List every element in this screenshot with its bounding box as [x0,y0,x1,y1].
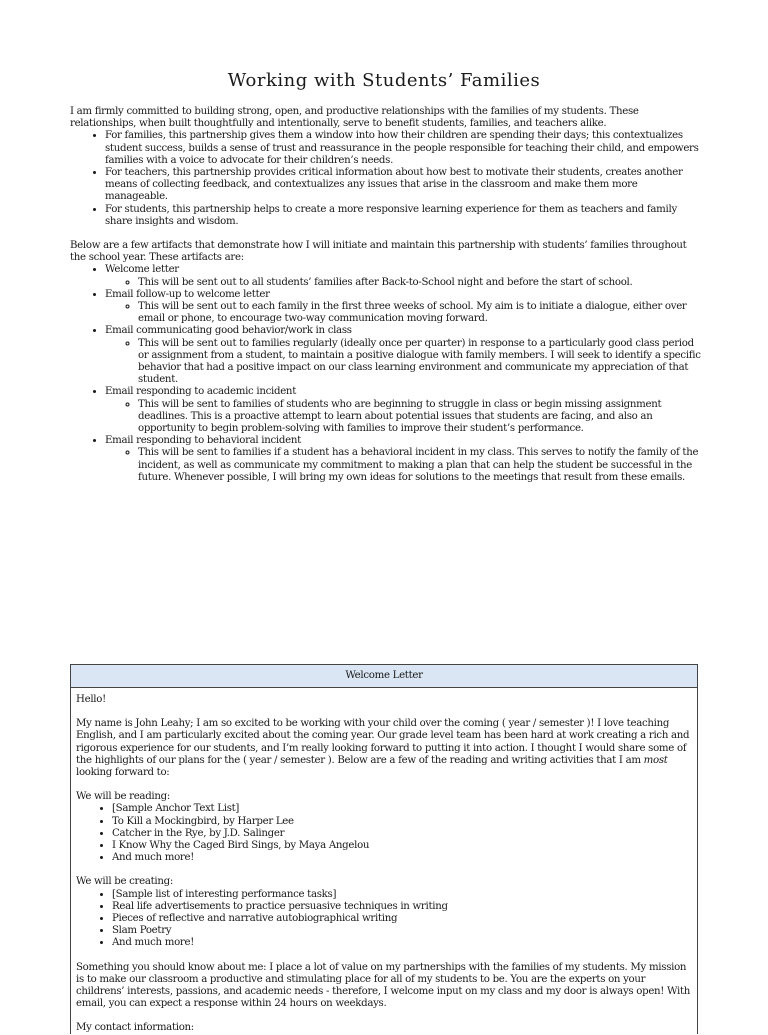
artifact-item [105,386,702,435]
list-item: • For teachers, this partnership provides critical information about how best to motivate their students, creates another means of collecting feedback, and contextualizes any issues that arise in the classroom and make them more manageable. [105,167,702,204]
artifact-item [105,325,702,386]
reading-list [76,803,692,864]
artifact-detail: ◦ This will be sent out to all students’ families after Back-to-School night and before the start of school. [138,277,702,289]
artifact-detail: ◦ This will be sent to families if a student has a behavioral incident in my class. This serves to notify the family of the incident, as well as communicate my commitment to making a plan that can help the student be successful in the future. Whenever possible, I will bring my own ideas for solutions to the meetings that result from these emails. [138,447,702,484]
list-item: • Catcher in the Rye, by J.D. Salinger [112,828,692,840]
reading-heading: We will be reading: [76,791,170,803]
list-item: • And much more! [112,937,692,949]
artifact-label: Email communicating good behavior/work in class [105,325,352,337]
list-item: • For students, this partnership helps to create a more responsive learning experience for them as teachers and family share insights and wisdom. [105,204,702,228]
list-item: • Real life advertisements to practice persuasive techniques in writing [112,901,692,913]
letter-greeting: Hello! [76,694,106,705]
artifact-label: Welcome letter [105,264,179,276]
letter-intro-paragraph [76,718,692,779]
artifact-detail: ◦ This will be sent out to each family in the first three weeks of school. My aim is to initiate a dialogue, either over email or phone, to encourage two-way communication moving forward. [138,301,702,325]
artifact-label: Email follow-up to welcome letter [105,288,270,300]
contact-heading: My contact information: [76,1022,194,1034]
welcome-letter-table [70,664,698,1034]
list-item: • For families, this partnership gives them a window into how their children are spending their days; this contextualizes student success, builds a sense of trust and reassurance in the people responsible for teaching their child, and empowers families with a voice to advocate for their children’s needs. [105,130,702,167]
welcome-letter-body [71,688,697,1035]
list-item: • Pieces of reflective and narrative autobiographical writing [112,913,692,925]
list-item: • Slam Poetry [112,925,692,937]
artifact-item [105,435,702,484]
letter-intro-text: My name is John Leahy; I am so excited to be working with your child over the coming ( year / semester )! I love teaching English, and I am particularly excited about the coming year. Our grade level team has been hard at work creating a rich and rigorous experience for our students, and I’m really looking forward to putting it into action. I thought I would share some of the highlights of our plans for the ( year / semester ). Below are a few of the reading and writing activities that I am [76,718,690,766]
intro-paragraph: I am firmly committed to building strong, open, and productive relationships with the families of my students. These relationships, when built thoughtfully and intentionally, serve to benefit students, families, and teachers alike. [70,106,639,130]
artifact-label: Email responding to academic incident [105,386,296,398]
artifact-item [105,264,702,288]
letter-mission-paragraph: Something you should know about me: I place a lot of value on my partnerships with the families of my students. My mission is to make our classroom a productive and stimulating place for all of my students to be. You are the experts on your childrens’ interests, passions, and academic needs - therefore, I welcome input on my class and my door is always open! With email, you can expect a response within 24 hours on weekdays. [76,961,691,1010]
list-item: • [Sample Anchor Text List] [112,803,692,815]
welcome-letter-header: Welcome Letter [71,665,697,688]
list-item: • I Know Why the Caged Bird Sings, by Maya Angelou [112,840,692,852]
creating-list [76,889,692,950]
letter-emphasis: most [643,754,668,766]
page-title: Working with Students’ Families [227,70,541,91]
letter-intro-text-end: looking forward to: [76,767,170,779]
artifact-detail: ◦ This will be sent out to families regularly (ideally once per quarter) in response to a particularly good class period or assignment from a student, to maintain a positive dialogue with family members. I will seek to identify a specific behavior that had a positive impact on our class learning environment and communicate my appreciation of that student. [138,338,702,387]
list-item: • To Kill a Mockingbird, by Harper Lee [112,816,692,828]
list-item: • And much more! [112,852,692,864]
artifact-label: Email responding to behavioral incident [105,435,301,447]
benefits-list [70,130,702,228]
artifact-item [105,289,702,326]
artifact-detail: ◦ This will be sent to families of students who are beginning to struggle in class or begin missing assignment deadlines. This is a proactive attempt to learn about potential issues that students are facing, and also an opportunity to begin problem-solving with families to improve their student’s performance. [138,399,702,436]
list-item: • [Sample list of interesting performance tasks] [112,889,692,901]
artifacts-list [70,264,702,484]
creating-heading: We will be creating: [76,876,173,888]
intro-section [70,106,702,484]
artifacts-intro: Below are a few artifacts that demonstrate how I will initiate and maintain this partnership with students’ families throughout the school year. These artifacts are: [70,240,687,264]
